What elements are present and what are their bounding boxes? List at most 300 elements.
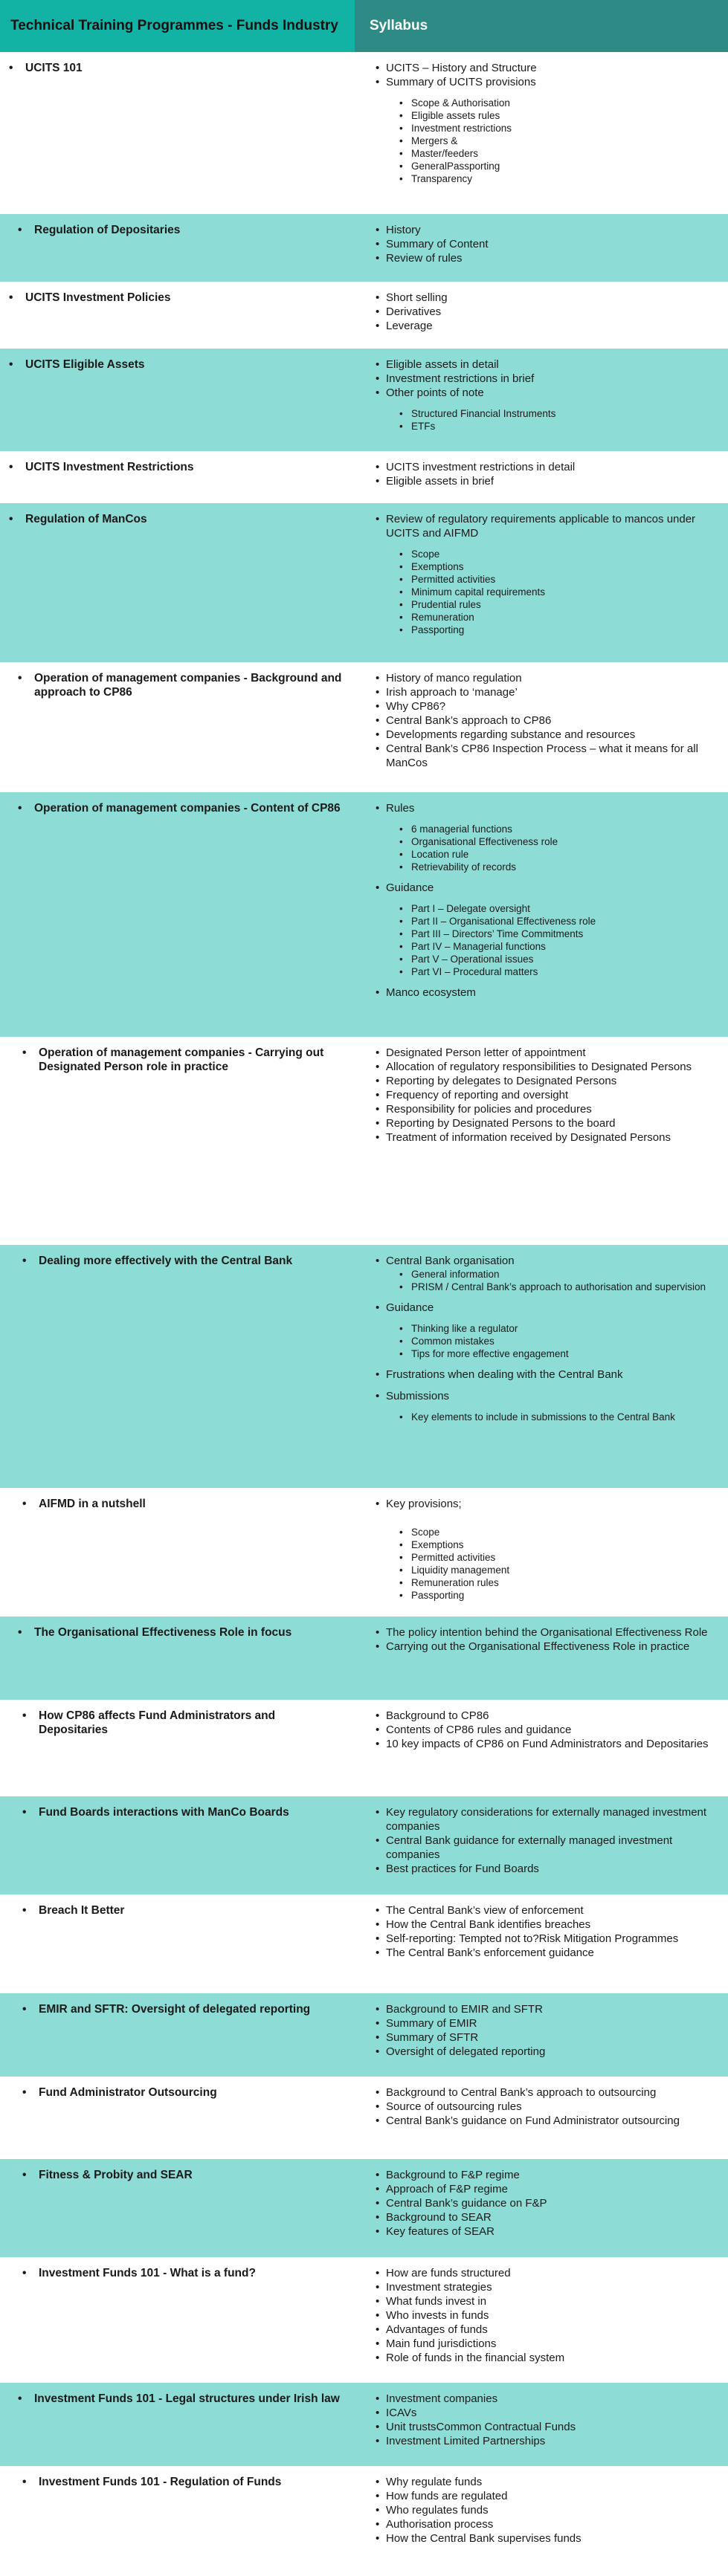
bullet-icon: •: [399, 1539, 403, 1550]
syllabus-item: [370, 2182, 710, 2196]
syllabus-item-text: Key elements to include in submissions to the Central Bank: [411, 1411, 675, 1423]
syllabus-heading: Syllabus: [355, 0, 728, 52]
syllabus-subitem: [370, 122, 710, 135]
syllabus-cell: [355, 1700, 728, 1796]
syllabus-item: [370, 386, 710, 400]
bullet-icon: •: [399, 624, 403, 635]
header-row: [0, 0, 728, 52]
syllabus-item: [370, 1074, 710, 1088]
syllabus-item-text: Retrievability of records: [411, 861, 517, 873]
syllabus-subitem: [370, 1281, 710, 1293]
syllabus-item: [370, 2308, 710, 2323]
spacer: [370, 815, 710, 823]
bullet-icon: •: [9, 513, 13, 525]
syllabus-item: [370, 881, 710, 895]
bullet-icon: •: [399, 1411, 403, 1423]
bullet-icon: •: [399, 574, 403, 585]
course-topic-cell: [0, 451, 355, 503]
course-title: The Organisational Effectiveness Role in focus: [34, 1626, 292, 1639]
course-row: [0, 1037, 728, 1245]
course-row: [0, 792, 728, 1037]
bullet-icon: •: [376, 320, 380, 332]
syllabus-item-text: Common mistakes: [411, 1336, 495, 1347]
course-row: [0, 1488, 728, 1617]
spacer: [370, 400, 710, 407]
spacer: [370, 1315, 710, 1322]
syllabus-item-text: Investment restrictions in brief: [386, 372, 535, 385]
bullet-icon: •: [376, 513, 380, 525]
course-title: Fitness & Probity and SEAR: [39, 2169, 193, 2181]
course-row: [0, 1796, 728, 1894]
spacer: [370, 873, 710, 881]
syllabus-subitem: [370, 611, 710, 624]
bullet-icon: •: [376, 1724, 380, 1736]
syllabus-item-text: Why CP86?: [386, 700, 446, 713]
syllabus-item-text: ICAVs: [386, 2407, 417, 2419]
syllabus-item-text: Guidance: [386, 881, 434, 894]
syllabus-item: [370, 2045, 710, 2059]
syllabus-item-text: Summary of SFTR: [386, 2031, 479, 2044]
syllabus-item: [370, 61, 710, 75]
course-title: Investment Funds 101 - What is a fund?: [39, 2267, 256, 2279]
course-row: [0, 1617, 728, 1700]
bullet-icon: •: [376, 2169, 380, 2181]
syllabus-item-text: Liquidity management: [411, 1564, 510, 1576]
bullet-icon: •: [18, 224, 22, 236]
bullet-icon: •: [22, 2169, 27, 2181]
syllabus-item: [370, 2323, 710, 2337]
bullet-icon: •: [376, 1390, 380, 1402]
syllabus-item-text: Summary of Content: [386, 238, 489, 250]
syllabus-cell: [355, 1488, 728, 1617]
bullet-icon: •: [376, 2421, 380, 2433]
bullet-icon: •: [399, 148, 403, 159]
syllabus-item-text: Investment restrictions: [411, 123, 512, 134]
bullet-icon: •: [376, 62, 380, 74]
bullet-icon: •: [376, 1626, 380, 1639]
bullet-icon: •: [376, 2518, 380, 2531]
bullet-icon: •: [399, 123, 403, 134]
syllabus-item: [370, 2266, 710, 2280]
bullet-icon: •: [376, 1103, 380, 1116]
course-title: Operation of management companies - Background and approach to CP86: [34, 672, 342, 699]
bullet-icon: •: [376, 2211, 380, 2224]
syllabus-subitem: [370, 861, 710, 873]
bullet-icon: •: [399, 836, 403, 847]
syllabus-item-text: Why regulate funds: [386, 2476, 483, 2488]
syllabus-item-text: Manco ecosystem: [386, 986, 476, 999]
syllabus-item-text: Source of outsourcing rules: [386, 2100, 522, 2113]
syllabus-item-text: Guidance: [386, 1301, 434, 1314]
syllabus-item-text: Exemptions: [411, 1539, 464, 1550]
course-topic-cell: [0, 214, 355, 282]
bullet-icon: •: [399, 1281, 403, 1292]
syllabus-item: [370, 223, 710, 237]
bullet-icon: •: [22, 1498, 27, 1510]
syllabus-item-text: Best practices for Fund Boards: [386, 1863, 539, 1875]
syllabus-item: [370, 1254, 710, 1268]
bullet-icon: •: [399, 928, 403, 939]
syllabus-item: [370, 512, 710, 540]
syllabus-item-text: Who invests in funds: [386, 2309, 489, 2322]
bullet-icon: •: [399, 586, 403, 598]
syllabus-subitem: [370, 624, 710, 636]
bullet-icon: •: [376, 2281, 380, 2294]
spacer: [370, 1360, 710, 1368]
syllabus-item-text: Leverage: [386, 320, 433, 332]
course-title: Operation of management companies - Carrying out Designated Person role in practice: [39, 1046, 324, 1073]
syllabus-item: [370, 1116, 710, 1130]
bullet-icon: •: [376, 76, 380, 88]
course-title: EMIR and SFTR: Oversight of delegated reporting: [39, 2003, 311, 2016]
course-topic-cell: [0, 2466, 355, 2570]
bullet-icon: •: [376, 1046, 380, 1059]
syllabus-item: [370, 2531, 710, 2546]
syllabus-subitem: [370, 147, 710, 160]
syllabus-cell: [355, 349, 728, 451]
course-row: [0, 2159, 728, 2257]
syllabus-item: [370, 2168, 710, 2182]
syllabus-item-text: Designated Person letter of appointment: [386, 1046, 586, 1059]
syllabus-item-text: ETFs: [411, 421, 436, 432]
syllabus-item-text: Scope: [411, 1527, 440, 1538]
syllabus-item-text: Unit trustsCommon Contractual Funds: [386, 2421, 576, 2433]
bullet-icon: •: [399, 861, 403, 873]
syllabus-item-text: Short selling: [386, 291, 448, 304]
syllabus-item-text: Role of funds in the financial system: [386, 2352, 565, 2364]
course-row: [0, 662, 728, 792]
syllabus-item-text: Permitted activities: [411, 574, 496, 585]
syllabus-item-text: How funds are regulated: [386, 2490, 508, 2502]
syllabus-item-text: Frustrations when dealing with the Central Bank: [386, 1368, 623, 1381]
syllabus-item-text: 10 key impacts of CP86 on Fund Administrators and Depositaries: [386, 1738, 709, 1750]
syllabus-item: [370, 2210, 710, 2224]
page-title: Technical Training Programmes - Funds Industry: [0, 0, 355, 52]
syllabus-item-text: Submissions: [386, 1390, 450, 1402]
syllabus-subitem: [370, 598, 710, 611]
course-row: [0, 349, 728, 451]
bullet-icon: •: [376, 475, 380, 488]
syllabus-item-text: Background to F&P regime: [386, 2169, 520, 2181]
bullet-icon: •: [376, 305, 380, 318]
syllabus-item: [370, 685, 710, 699]
syllabus-item: [370, 2196, 710, 2210]
syllabus-item-text: Allocation of regulatory responsibilities to Designated Persons: [386, 1061, 692, 1073]
syllabus-item-text: 6 managerial functions: [411, 823, 512, 835]
course-title: Dealing more effectively with the Central Bank: [39, 1255, 293, 1267]
course-topic-cell: [0, 2159, 355, 2257]
bullet-icon: •: [376, 2323, 380, 2336]
syllabus-item: [370, 460, 710, 474]
bullet-icon: •: [376, 224, 380, 236]
syllabus-item-text: Background to CP86: [386, 1709, 489, 1722]
syllabus-subitem: [370, 1526, 710, 1538]
course-title: Fund Administrator Outsourcing: [39, 2086, 217, 2099]
syllabus-item-text: Scope: [411, 548, 440, 560]
syllabus-item-text: Permitted activities: [411, 1552, 496, 1563]
bullet-icon: •: [376, 252, 380, 265]
syllabus-subitem: [370, 560, 710, 573]
syllabus-item-text: Central Bank’s guidance on Fund Administrator outsourcing: [386, 2114, 680, 2127]
syllabus-item-text: Reporting by Designated Persons to the board: [386, 1117, 616, 1130]
course-topic-cell: [0, 52, 355, 214]
bullet-icon: •: [376, 291, 380, 304]
bullet-icon: •: [376, 2197, 380, 2210]
syllabus-item: [370, 2392, 710, 2406]
syllabus-item: [370, 1088, 710, 1102]
syllabus-item: [370, 319, 710, 333]
syllabus-table: [0, 52, 728, 2570]
course-title: AIFMD in a nutshell: [39, 1498, 146, 1510]
syllabus-cell: [355, 1037, 728, 1245]
course-title: Regulation of ManCos: [25, 513, 147, 525]
syllabus-item-text: Part II – Organisational Effectiveness role: [411, 916, 596, 927]
bullet-icon: •: [18, 802, 22, 815]
bullet-icon: •: [399, 1323, 403, 1334]
course-topic-cell: [0, 1037, 355, 1245]
syllabus-item-text: Investment companies: [386, 2392, 498, 2405]
syllabus-item-text: Summary of EMIR: [386, 2017, 477, 2030]
bullet-icon: •: [399, 173, 403, 184]
bullet-icon: •: [399, 1552, 403, 1563]
syllabus-cell: [355, 2466, 728, 2570]
syllabus-item-text: Self-reporting: Tempted not to?Risk Mitigation Programmes: [386, 1932, 679, 1945]
syllabus-subitem: [370, 160, 710, 172]
syllabus-item: [370, 986, 710, 1000]
course-title: UCITS Eligible Assets: [25, 358, 145, 371]
bullet-icon: •: [376, 672, 380, 685]
bullet-icon: •: [376, 2309, 380, 2322]
bullet-icon: •: [9, 358, 13, 371]
bullet-icon: •: [18, 1626, 22, 1639]
bullet-icon: •: [399, 849, 403, 860]
syllabus-item-text: Minimum capital requirements: [411, 586, 546, 598]
syllabus-item: [370, 2224, 710, 2239]
syllabus-item-text: What funds invest in: [386, 2295, 487, 2308]
course-row: [0, 52, 728, 214]
course-title: UCITS Investment Policies: [25, 291, 171, 304]
bullet-icon: •: [376, 1738, 380, 1750]
syllabus-item: [370, 2280, 710, 2294]
course-row: [0, 2466, 728, 2570]
syllabus-item-text: Location rule: [411, 849, 469, 860]
syllabus-item-text: The Central Bank’s view of enforcement: [386, 1904, 584, 1917]
syllabus-item: [370, 2489, 710, 2503]
syllabus-item-text: Mergers &: [411, 135, 458, 146]
syllabus-item: [370, 713, 710, 728]
spacer: [370, 89, 710, 97]
syllabus-item: [370, 671, 710, 685]
bullet-icon: •: [399, 1577, 403, 1588]
bullet-icon: •: [376, 2100, 380, 2113]
syllabus-subitem: [370, 407, 710, 420]
syllabus-item-text: Structured Financial Instruments: [411, 408, 556, 419]
syllabus-item: [370, 251, 710, 265]
syllabus-cell: [355, 1617, 728, 1700]
syllabus-item-text: Review of rules: [386, 252, 463, 265]
bullet-icon: •: [376, 2504, 380, 2517]
bullet-icon: •: [376, 2267, 380, 2279]
bullet-icon: •: [376, 1131, 380, 1144]
syllabus-item-text: Exemptions: [411, 561, 464, 572]
bullet-icon: •: [399, 135, 403, 146]
course-title: Operation of management companies - Content of CP86: [34, 802, 341, 815]
bullet-icon: •: [399, 548, 403, 560]
syllabus-subitem: [370, 420, 710, 433]
syllabus-item: [370, 728, 710, 742]
syllabus-item-text: Passporting: [411, 624, 465, 635]
course-topic-cell: [0, 1617, 355, 1700]
syllabus-subitem: [370, 1411, 710, 1423]
syllabus-item: [370, 801, 710, 815]
syllabus-item: [370, 2420, 710, 2434]
course-row: [0, 1700, 728, 1796]
bullet-icon: •: [376, 372, 380, 385]
syllabus-cell: [355, 282, 728, 349]
bullet-icon: •: [376, 986, 380, 999]
bullet-icon: •: [376, 1863, 380, 1875]
course-topic-cell: [0, 1245, 355, 1488]
bullet-icon: •: [376, 714, 380, 727]
bullet-icon: •: [399, 1336, 403, 1347]
bullet-icon: •: [376, 1932, 380, 1945]
bullet-icon: •: [22, 2003, 27, 2016]
course-title: Regulation of Depositaries: [34, 224, 181, 236]
syllabus-item-text: Background to Central Bank’s approach to outsourcing: [386, 2086, 657, 2099]
syllabus-item: [370, 2114, 710, 2128]
course-row: [0, 282, 728, 349]
syllabus-item: [370, 2475, 710, 2489]
bullet-icon: •: [376, 2045, 380, 2058]
syllabus-item: [370, 1834, 710, 1862]
bullet-icon: •: [376, 1918, 380, 1931]
bullet-icon: •: [22, 1255, 27, 1267]
bullet-icon: •: [399, 161, 403, 172]
spacer: [370, 1382, 710, 1389]
syllabus-item: [370, 1737, 710, 1751]
bullet-icon: •: [22, 2086, 27, 2099]
syllabus-item-text: Central Bank’s approach to CP86: [386, 714, 552, 727]
syllabus-item: [370, 1060, 710, 1074]
syllabus-item-text: Irish approach to ‘manage’: [386, 686, 518, 699]
syllabus-cell: [355, 52, 728, 214]
bullet-icon: •: [376, 1709, 380, 1722]
bullet-icon: •: [399, 421, 403, 432]
syllabus-cell: [355, 503, 728, 662]
syllabus-cell: [355, 2383, 728, 2466]
syllabus-item-text: Background to SEAR: [386, 2211, 492, 2224]
syllabus-item-text: Part VI – Procedural matters: [411, 966, 538, 977]
syllabus-item-text: Rules: [386, 802, 415, 815]
syllabus-item-text: Transparency: [411, 173, 473, 184]
bullet-icon: •: [399, 110, 403, 121]
bullet-icon: •: [376, 1640, 380, 1653]
syllabus-item: [370, 2016, 710, 2030]
bullet-icon: •: [376, 2407, 380, 2419]
syllabus-item: [370, 357, 710, 372]
syllabus-cell: [355, 1796, 728, 1894]
course-topic-cell: [0, 2257, 355, 2383]
syllabus-subitem: [370, 172, 710, 185]
syllabus-item-text: Oversight of delegated reporting: [386, 2045, 546, 2058]
bullet-icon: •: [376, 2352, 380, 2364]
bullet-icon: •: [376, 728, 380, 741]
bullet-icon: •: [376, 2003, 380, 2016]
syllabus-item-text: How are funds structured: [386, 2267, 511, 2279]
syllabus-item: [370, 2002, 710, 2016]
syllabus-subitem: [370, 928, 710, 940]
bullet-icon: •: [376, 881, 380, 894]
bullet-icon: •: [376, 1255, 380, 1267]
syllabus-item-text: Scope & Authorisation: [411, 97, 510, 109]
course-topic-cell: [0, 1796, 355, 1894]
course-topic-cell: [0, 2077, 355, 2159]
spacer: [370, 1293, 710, 1301]
syllabus-item-text: Approach of F&P regime: [386, 2183, 508, 2195]
syllabus-item: [370, 1805, 710, 1834]
bullet-icon: •: [399, 1348, 403, 1359]
bullet-icon: •: [399, 1590, 403, 1601]
bullet-icon: •: [376, 1301, 380, 1314]
bullet-icon: •: [9, 291, 13, 304]
syllabus-item: [370, 1046, 710, 1060]
syllabus-item: [370, 372, 710, 386]
syllabus-item-text: Remuneration: [411, 612, 474, 623]
course-topic-cell: [0, 1488, 355, 1617]
syllabus-cell: [355, 2077, 728, 2159]
bullet-icon: •: [9, 461, 13, 473]
syllabus-item: [370, 2030, 710, 2045]
syllabus-item-text: Summary of UCITS provisions: [386, 76, 536, 88]
syllabus-item: [370, 1130, 710, 1145]
course-row: [0, 2257, 728, 2383]
syllabus-cell: [355, 1245, 728, 1488]
syllabus-item-text: Investment strategies: [386, 2281, 492, 2294]
course-title: Fund Boards interactions with ManCo Boards: [39, 1806, 289, 1819]
bullet-icon: •: [399, 966, 403, 977]
syllabus-subitem: [370, 823, 710, 835]
syllabus-item: [370, 2517, 710, 2531]
syllabus-subitem: [370, 953, 710, 965]
bullet-icon: •: [376, 1061, 380, 1073]
spacer: [370, 1511, 710, 1518]
syllabus-item: [370, 1723, 710, 1737]
syllabus-cell: [355, 1993, 728, 2077]
bullet-icon: •: [399, 408, 403, 419]
bullet-icon: •: [399, 97, 403, 109]
course-topic-cell: [0, 1993, 355, 2077]
bullet-icon: •: [399, 823, 403, 835]
bullet-icon: •: [376, 1117, 380, 1130]
bullet-icon: •: [399, 599, 403, 610]
syllabus-item-text: Eligible assets in detail: [386, 358, 499, 371]
syllabus-item-text: Other points of note: [386, 386, 484, 399]
syllabus-cell: [355, 2257, 728, 2383]
syllabus-item-text: Main fund jurisdictions: [386, 2337, 497, 2350]
syllabus-item: [370, 1102, 710, 1116]
syllabus-subitem: [370, 1347, 710, 1360]
course-title: UCITS 101: [25, 62, 83, 74]
syllabus-subitem: [370, 1551, 710, 1564]
syllabus-subitem: [370, 835, 710, 848]
course-row: [0, 1245, 728, 1488]
syllabus-item-text: The policy intention behind the Organisational Effectiveness Role: [386, 1626, 708, 1639]
bullet-icon: •: [376, 238, 380, 250]
syllabus-subitem: [370, 1268, 710, 1281]
syllabus-subitem: [370, 848, 710, 861]
syllabus-item-text: Organisational Effectiveness role: [411, 836, 558, 847]
syllabus-item-text: Master/feeders: [411, 148, 479, 159]
